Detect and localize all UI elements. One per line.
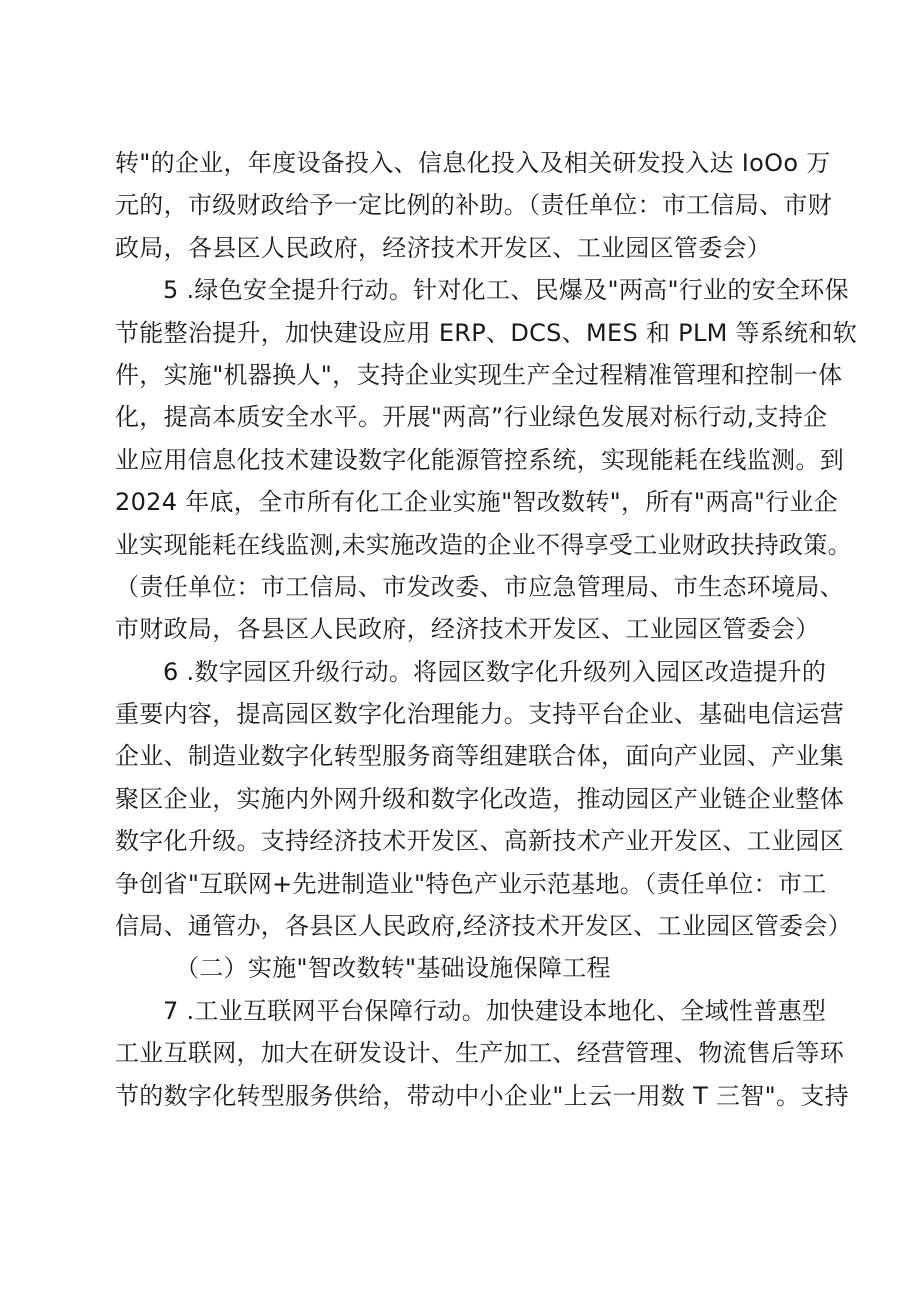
section-6-heading-line: 6 .数字园区升级行动。将园区数字化升级列入园区改造提升的 — [163, 657, 827, 686]
section-7-heading-line: 7 .工业互联网平台保障行动。加快建设本地化、全域性普惠型 — [163, 996, 827, 1025]
text-line: 化，提高本质安全水平。开展"两高”行业绿色发展对标行动,支持企 — [115, 403, 828, 432]
text-line: 节的数字化转型服务供给，带动中小企业"上云一用数 T 三智"。支持 — [115, 1081, 849, 1110]
text-line: 争创省"互联网+先进制造业"特色产业示范基地。（责任单位：市工 — [115, 869, 827, 898]
text-line: 政局，各县区人民政府，经济技术开发区、工业园区管委会） — [115, 233, 772, 262]
text-line: 企业、制造业数字化转型服务商等组建联合体，面向产业园、产业集 — [115, 742, 844, 771]
text-line: 数字化升级。支持经济技术开发区、高新技术产业开发区、工业园区 — [115, 827, 844, 856]
document-body — [115, 142, 858, 1117]
section-5-heading-line: 5 .绿色安全提升行动。针对化工、民爆及"两高"行业的安全环保 — [163, 276, 849, 305]
text-line: 转"的企业，年度设备投入、信息化投入及相关研发投入达 IoOo 万 — [115, 149, 831, 177]
text-line: 2024 年底，全市所有化工企业实施"智改数转"，所有"两高"行业企 — [115, 488, 839, 517]
text-line: （责任单位：市工信局、市发改委、市应急管理局、市生态环境局、 — [115, 572, 844, 601]
text-line: 业应用信息化技术建设数字化能源管控系统，实现能耗在线监测。到 — [115, 445, 844, 474]
text-line: 件，实施"机器换人"，支持企业实现生产全过程精准管理和控制一体 — [115, 360, 843, 389]
text-line: 信局、通管办，各县区人民政府,经济技术开发区、工业园区管委会） — [115, 912, 852, 941]
text-line: 聚区企业，实施内外网升级和数字化改造，推动园区产业链企业整体 — [115, 784, 844, 813]
text-line: 市财政局，各县区人民政府，经济技术开发区、工业园区管委会） — [115, 615, 820, 644]
text-line: 节能整治提升，加快建设应用 ERP、DCS、MES 和 PLM 等系统和软 — [115, 318, 858, 347]
text-line: 重要内容，提高园区数字化治理能力。支持平台企业、基础电信运营 — [115, 700, 844, 729]
subsection-heading: （二）实施"智改数转"基础设施保障工程 — [175, 954, 611, 983]
text-line: 元的，市级财政给予一定比例的补助。（责任单位：市工信局、市财 — [115, 191, 832, 220]
text-line: 业实现能耗在线监测,未实施改造的企业不得享受工业财政扶持政策。 — [115, 530, 852, 559]
text-line: 工业互联网，加大在研发设计、生产加工、经营管理、物流售后等环 — [115, 1039, 844, 1068]
